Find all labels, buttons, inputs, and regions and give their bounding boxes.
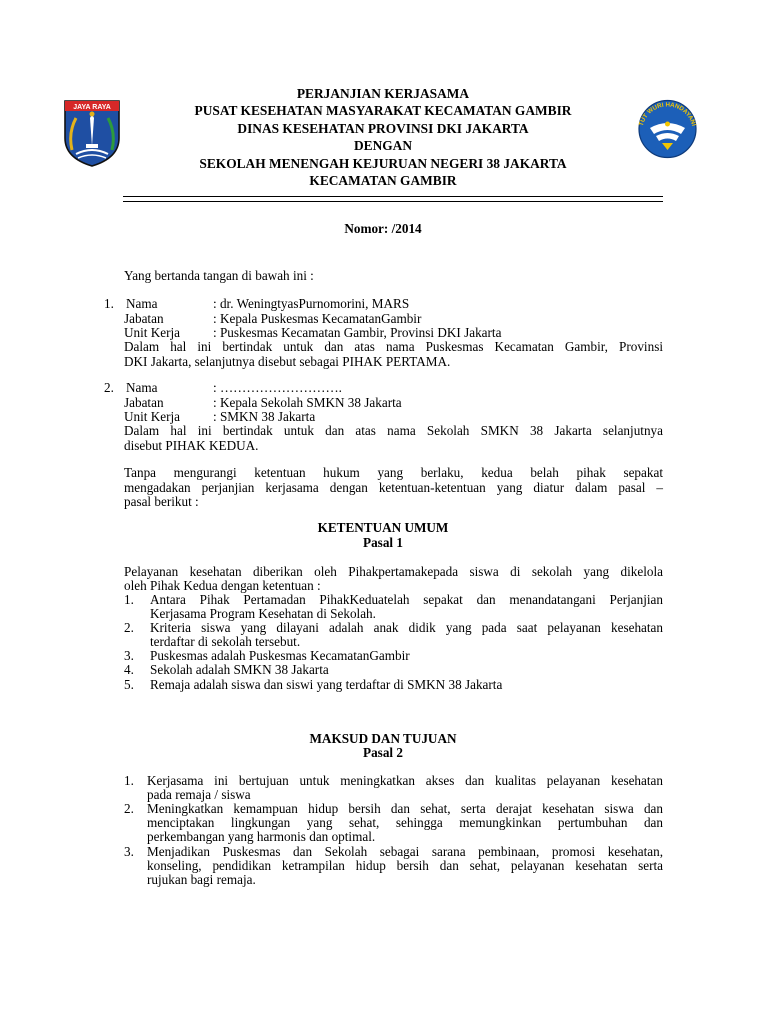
intro-text: Yang bertanda tangan di bawah ini : <box>124 268 314 283</box>
party1-value-nama: : dr. WeningtyasPurnomorini, MARS <box>213 296 410 311</box>
section1-heading: KETENTUAN UMUM <box>317 520 449 535</box>
section1-item-line: Sekolah adalah SMKN 38 Jakarta <box>150 662 329 677</box>
crest-motto: JAYA RAYA <box>73 104 111 111</box>
section1-item-number: 1. <box>124 592 134 607</box>
section1-item-line: Antara Pihak Pertamadan PihakKeduatelah sepakat dan menandatangani Perjanjian <box>150 592 663 607</box>
section2-item-line: menciptakan lingkungan yang sehat, sehingga memungkinkan pertumbuhan dan <box>147 815 663 830</box>
section2-item-line: perkembangan yang harmonis dan optimal. <box>147 829 376 844</box>
title-line: PUSAT KESEHATAN MASYARAKAT KECAMATAN GAMBIR <box>194 103 572 119</box>
section1-item-number: 3. <box>124 648 134 663</box>
section1-item-line: Remaja adalah siswa dan siswi yang terdaftar di SMKN 38 Jakarta <box>150 677 503 692</box>
party1-label-jabatan: Jabatan <box>124 311 164 326</box>
section1-item-line: Kriteria siswa yang dilayani adalah anak didik yang pada saat pelayanan kesehatan <box>150 620 663 635</box>
party1-number: 1. <box>104 296 114 311</box>
party1-label-nama: Nama <box>126 296 158 311</box>
emblem-motto: TUT WURI HANDAYANI <box>637 101 698 127</box>
section1-item-line: Puskesmas adalah Puskesmas KecamatanGambir <box>150 648 410 663</box>
party2-desc-line: disebut PIHAK KEDUA. <box>124 438 259 453</box>
section2-item-number: 3. <box>124 844 134 859</box>
party1-desc-line: Dalam hal ini bertindak untuk dan atas nama Puskesmas Kecamatan Gambir, Provinsi <box>124 339 663 354</box>
section1-intro-line: oleh Pihak Kedua dengan ketentuan : <box>124 578 321 593</box>
section2-item-number: 2. <box>124 801 134 816</box>
section2-item-line: rujukan bagi remaja. <box>147 872 256 887</box>
party2-value-nama: : ………………………. <box>213 380 342 395</box>
document-number: Nomor: /2014 <box>344 221 422 236</box>
section1-pasal: Pasal 1 <box>363 535 403 550</box>
preamble-line: pasal berikut : <box>124 494 199 509</box>
section1-item-number: 2. <box>124 620 134 635</box>
section1-intro-line: Pelayanan kesehatan diberikan oleh Pihakpertamakepada siswa di sekolah yang dikelola <box>124 564 663 579</box>
party2-label-jabatan: Jabatan <box>124 395 164 410</box>
title-line: KECAMATAN GAMBIR <box>309 172 457 188</box>
header-divider-thick <box>123 196 663 197</box>
party2-value-unit: : SMKN 38 Jakarta <box>213 409 316 424</box>
party1-value-jabatan: : Kepala Puskesmas KecamatanGambir <box>213 311 422 326</box>
section1-item-number: 5. <box>124 677 134 692</box>
section2-item-line: Meningkatkan kemampuan hidup bersih dan sehat, serta derajat kesehatan siswa dan <box>147 801 663 816</box>
section2-pasal: Pasal 2 <box>363 745 403 760</box>
header-divider-thin <box>123 201 663 202</box>
section2-item-line: Kerjasama ini bertujuan untuk meningkatkan akses dan kualitas pelayanan kesehatan <box>147 773 663 788</box>
section2-item-line: Menjadikan Puskesmas dan Sekolah sebagai sarana pembinaan, promosi kesehatan, <box>147 844 663 859</box>
section2-item-number: 1. <box>124 773 134 788</box>
section1-item-number: 4. <box>124 662 134 677</box>
section1-item-line: terdaftar di sekolah tersebut. <box>150 634 301 649</box>
document-title <box>90 85 676 189</box>
preamble-line: mengadakan perjanjian kerjasama dengan ketentuan-ketentuan yang diatur dalam pasal – <box>124 480 663 495</box>
party2-label-nama: Nama <box>126 380 158 395</box>
preamble-line: Tanpa mengurangi ketentuan hukum yang berlaku, kedua belah pihak sepakat <box>124 465 663 480</box>
title-line: SEKOLAH MENENGAH KEJURUAN NEGERI 38 JAKARTA <box>199 155 567 171</box>
party1-label-unit: Unit Kerja <box>124 325 181 340</box>
party2-label-unit: Unit Kerja <box>124 409 181 424</box>
title-line: DENGAN <box>353 138 413 154</box>
section2-heading: MAKSUD DAN TUJUAN <box>309 731 457 746</box>
title-line: PERJANJIAN KERJASAMA <box>296 86 470 101</box>
party2-value-jabatan: : Kepala Sekolah SMKN 38 Jakarta <box>213 395 402 410</box>
section2-item-line: konseling, pendidikan ketrampilan hidup bersih dan sehat, pelayanan kesehatan serta <box>147 858 663 873</box>
party2-desc-line: Dalam hal ini bertindak untuk dan atas nama Sekolah SMKN 38 Jakarta selanjutnya <box>124 423 663 438</box>
party1-desc-line: DKI Jakarta, selanjutnya disebut sebagai PIHAK PERTAMA. <box>124 354 451 369</box>
section2-item-line: pada remaja / siswa <box>147 787 251 802</box>
party1-value-unit: : Puskesmas Kecamatan Gambir, Provinsi DKI Jakarta <box>213 325 502 340</box>
section1-item-line: Kerjasama Program Kesehatan di Sekolah. <box>150 606 376 621</box>
party2-number: 2. <box>104 380 114 395</box>
title-line: DINAS KESEHATAN PROVINSI DKI JAKARTA <box>237 120 529 136</box>
